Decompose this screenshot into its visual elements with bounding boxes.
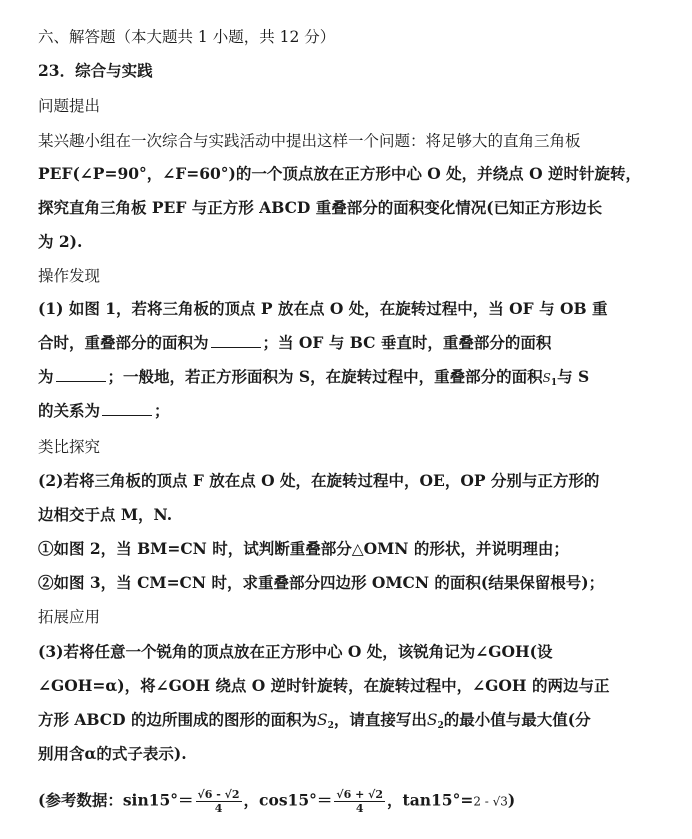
problem-number: 23．综合与实践 — [38, 61, 153, 80]
part1-line-4 — [38, 400, 658, 422]
s2-subscript-repeat: 2 — [437, 721, 444, 731]
part2-line-2: 边相交于点 M，N. — [38, 505, 173, 524]
s2-subscript: 2 — [327, 721, 334, 731]
reference-data — [38, 788, 658, 815]
part3-line-4: 别用含α的式子表示). — [38, 744, 187, 763]
part3-line-1: (3)若将任意一个锐角的顶点放在正方形中心 O 处，该锐角记为∠GOH(设 — [38, 642, 553, 661]
part1-line-4a: 的关系为 — [38, 401, 101, 420]
part1-line-1: (1) 如图 1，若将三角板的顶点 P 放在点 O 处，在旋转过程中，当 OF 与 OB 重 — [38, 299, 608, 318]
reference-cos-label: ，cos15°＝ — [243, 790, 333, 810]
cos15-numerator: √6 + √2 — [336, 788, 384, 801]
reference-prefix: (参考数据：sin15°＝ — [38, 790, 194, 810]
sin15-numerator: √6 - √2 — [197, 788, 240, 801]
s1-variable: S — [542, 371, 551, 385]
cos15-fraction — [334, 788, 385, 815]
s2-variable-repeat: S — [426, 711, 438, 729]
tan15-value: 2 - √3 — [473, 794, 508, 809]
reference-suffix: ) — [507, 790, 516, 810]
part3-line-3 — [38, 709, 658, 737]
part3-line-3c: 的最小值与最大值(分 — [443, 710, 591, 729]
subtitle-operation-discovery: 操作发现 — [38, 267, 101, 285]
answer-blank-1[interactable] — [211, 333, 261, 348]
statement-line-3: 探究直角三角板 PEF 与正方形 ABCD 重叠部分的面积变化情况(已知正方形边长 — [38, 198, 603, 217]
part3-line-3a: 方形 ABCD 的边所围成的图形的面积为 — [38, 710, 317, 729]
part1-line-2a: 合时，重叠部分的面积为 — [38, 333, 209, 352]
part3-line-3b: ，请直接写出 — [333, 710, 427, 729]
part1-line-2 — [38, 332, 658, 354]
reference-tan-label: ，tan15°= — [387, 790, 474, 810]
part1-line-3a: 为 — [38, 367, 54, 386]
answer-blank-3[interactable] — [102, 401, 152, 416]
sin15-denominator: 4 — [214, 802, 223, 815]
statement-line-1: 某兴趣小组在一次综合与实践活动中提出这样一个问题：将足够大的直角三角板 — [38, 132, 581, 150]
part1-line-4b: ； — [154, 401, 170, 420]
part3-line-2: ∠GOH=α)，将∠GOH 绕点 O 逆时针旋转，在旋转过程中，∠GOH 的两边与正 — [38, 676, 610, 695]
s1-subscript: 1 — [550, 378, 558, 388]
part1-line-3 — [38, 366, 658, 394]
subtitle-extended-application: 拓展应用 — [38, 608, 101, 626]
part1-line-3c: 与 S — [557, 367, 590, 386]
part2-question-1: ①如图 2，当 BM=CN 时，试判断重叠部分△OMN 的形状，并说明理由； — [38, 539, 569, 558]
s2-variable: S — [317, 711, 328, 729]
cos15-denominator: 4 — [355, 802, 364, 815]
sin15-fraction — [196, 788, 242, 815]
statement-line-4: 为 2). — [38, 232, 83, 251]
part1-line-2b: ；当 OF 与 BC 垂直时，重叠部分的面积 — [262, 333, 552, 352]
answer-blank-2[interactable] — [56, 367, 106, 382]
part1-line-3b: ；一般地，若正方形面积为 S，在旋转过程中，重叠部分的面积 — [107, 367, 543, 386]
section-heading: 六、解答题（本大题共 1 小题，共 12 分） — [38, 28, 336, 46]
subtitle-problem-raised: 问题提出 — [38, 97, 101, 115]
part2-line-1: (2)若将三角板的顶点 F 放在点 O 处，在旋转过程中，OE，OP 分别与正方形的 — [38, 471, 600, 490]
subtitle-analogy-exploration: 类比探究 — [38, 438, 101, 456]
part2-question-2: ②如图 3，当 CM=CN 时，求重叠部分四边形 OMCN 的面积(结果保留根号)； — [38, 573, 605, 592]
statement-line-2: PEF(∠P=90°，∠F=60°)的一个顶点放在正方形中心 O 处，并绕点 O 逆时针旋转， — [38, 164, 641, 183]
